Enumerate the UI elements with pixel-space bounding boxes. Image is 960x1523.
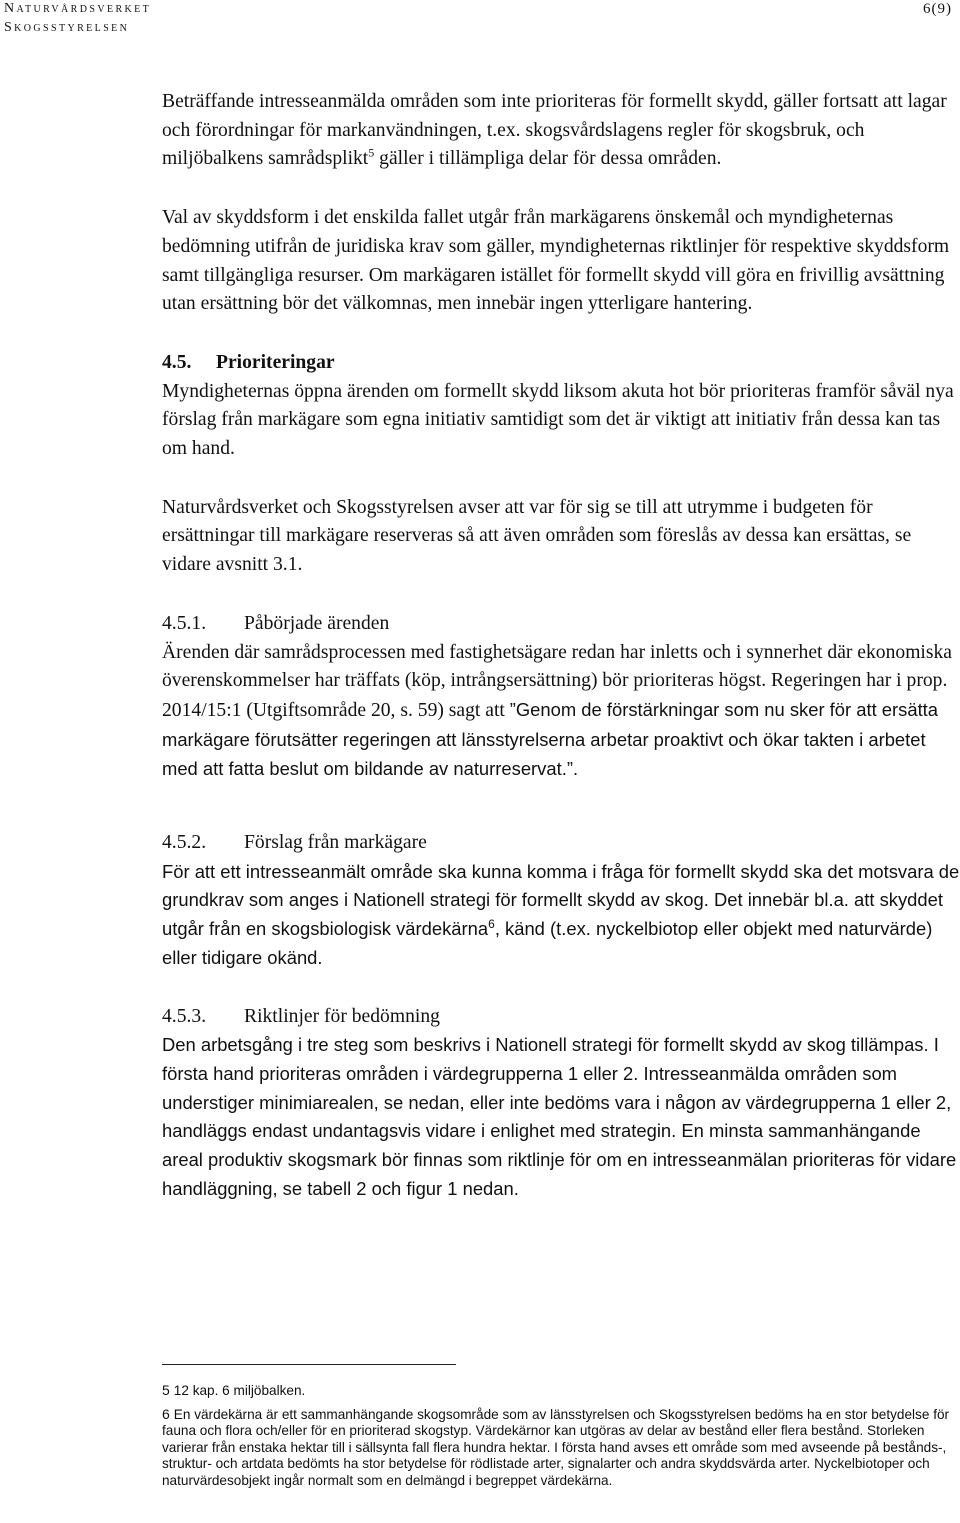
footnote-5 <box>162 1382 960 1400</box>
section-number: 4.5.3. <box>162 1005 207 1027</box>
paragraph-assessment-guidelines: Den arbetsgång i tre steg som beskrivs i Nationell strategi för formellt skydd av skog tillämpas. I första hand prioriteras områden i värdegrupperna 1 eller 2. Intresseanmälda områden som understiger minimiarealen, se nedan, eller inte bedöms vara i någon av värdegrupperna 1 eller 2, handläggs endast undantagsvis vidare i enlighet med strategin. En minsta sammanhängande areal produktiv skogsmark bör finnas som riktlinje för om en intresseanmälan prioriteras för vidare handläggning, se tabell 2 och figur 1 nedan. <box>162 1034 957 1199</box>
quoted-government-text: ”Genom de förstärkningar som nu sker för att ersätta markägare förutsätter regeringen att länsstyrelserna arbetar proaktivt och ökar takten i arbetet med att fatta beslut om bildande av naturreservat.”. <box>162 698 939 780</box>
document-body <box>162 88 960 1204</box>
paragraph-open-cases: Myndigheternas öppna ärenden om formellt skydd liksom akuta hot bör prioriteras framför såväl nya förslag från markägare som egna initiativ samtidigt som det är viktigt att initiativ från dessa kan tas om hand. <box>162 380 954 460</box>
section-heading-4-5-1 <box>162 610 960 639</box>
section-heading-4-5-2 <box>162 829 960 858</box>
page-header <box>0 0 960 60</box>
paragraph-text-tail: gäller i tillämpliga delar för dessa områden. <box>374 148 722 170</box>
header-org-skogsstyrelsen: Skogsstyrelsen <box>4 20 130 35</box>
footnote-mark: 6 <box>162 1405 170 1422</box>
paragraph-budget: Naturvårdsverket och Skogsstyrelsen avser att var för sig se till att utrymme i budgeten för ersättningar till markägare reserveras så att även områden som föreslås av dessa kan ersättas, se vidare avsnitt 3.1. <box>162 496 912 576</box>
footnote-separator <box>162 1364 456 1365</box>
footnote-ref-5: 5 <box>368 145 375 160</box>
footnote-mark: 5 <box>162 1382 170 1398</box>
section-heading-4-5 <box>162 349 960 378</box>
footnote-ref-6: 6 <box>488 917 495 932</box>
paragraph-text: För att ett intresseanmält område ska kunna komma i fråga för formellt skydd ska det motsvara de grundkrav som anges i Nationell strategi för formellt skydd av skog. Det innebär bl.a. att skyddet utgår från en skogsbiologisk värdekärna <box>162 860 960 940</box>
paragraph-text: Beträffande intresseanmälda områden som inte prioriteras för formellt skydd, gäller fortsatt att lagar och förordningar för markanvändningen, t.ex. skogsvårdslagens regler för skogsbruk, och miljöbalkens samrådsplikt <box>162 91 947 170</box>
paragraph-protection-form: Val av skyddsform i det enskilda fallet utgår från markägarens önskemål och myndigheternas bedömning utifrån de juridiska krav som gäller, myndigheternas riktlinjer för respektive skyddsform samt tillgängliga resurser. Om markägaren istället för formellt skydd vill göra en frivillig avsättning utan ersättning bör det välkomnas, men innebär ingen ytterligare hantering. <box>162 207 950 315</box>
section-number: 4.5.1. <box>162 612 207 634</box>
section-heading-4-5-3 <box>162 1003 960 1032</box>
paragraph-text: Ärenden där samrådsprocessen med fastighetsägare redan har inletts och i synnerhet där ekonomiska överenskommelser har träffats (köp, intrångsersättning) bör prioriteras högst. Regeringen har i prop. 2014/15:1 (Utgiftsområde 20, s. 59) sagt att <box>162 641 952 721</box>
footnote-text: En värdekärna är ett sammanhängande skogsområde som av länsstyrelsen och Skogsstyrelsen bedöms ha en stor betydelse för fauna och flora och/eller för en prioriterad skogstyp. Värdekärnor kan utgöras av delar av bestånd eller flera bestånd. Storleken varierar från enstaka hektar till i sällsynta fall flera hundra hektar. I första hand avses ett område som med avseende på bestånds-, struktur- och artdata bedömts ha stor betydelse för rödlistade arter, signalarter och andra skyddsvärda arter. Nyckelbiotoper och naturvärdesobjekt ingår normalt som en delmängd i begreppet värdekärna. <box>162 1406 950 1488</box>
footnotes <box>162 1382 960 1496</box>
paragraph-started-cases <box>162 639 960 786</box>
page-number: 6(9) <box>923 1 952 17</box>
paragraph-text-tail: , känd (t.ex. nyckelbiotop eller objekt med naturvärde) eller tidigare okänd. <box>162 918 933 968</box>
footnote-text: 12 kap. 6 miljöbalken. <box>173 1383 306 1398</box>
paragraph-landowner-proposals <box>162 858 960 973</box>
footnote-6 <box>162 1406 960 1490</box>
section-title: Prioriteringar <box>216 351 335 373</box>
paragraph-unprioritized-areas <box>162 88 960 174</box>
section-number: 4.5. <box>162 351 192 373</box>
section-title: Riktlinjer för bedömning <box>244 1005 440 1027</box>
section-title: Påbörjade ärenden <box>244 612 390 634</box>
section-title: Förslag från markägare <box>244 832 427 854</box>
section-number: 4.5.2. <box>162 832 207 854</box>
header-org-naturvardsverket: Naturvårdsverket <box>4 1 152 16</box>
